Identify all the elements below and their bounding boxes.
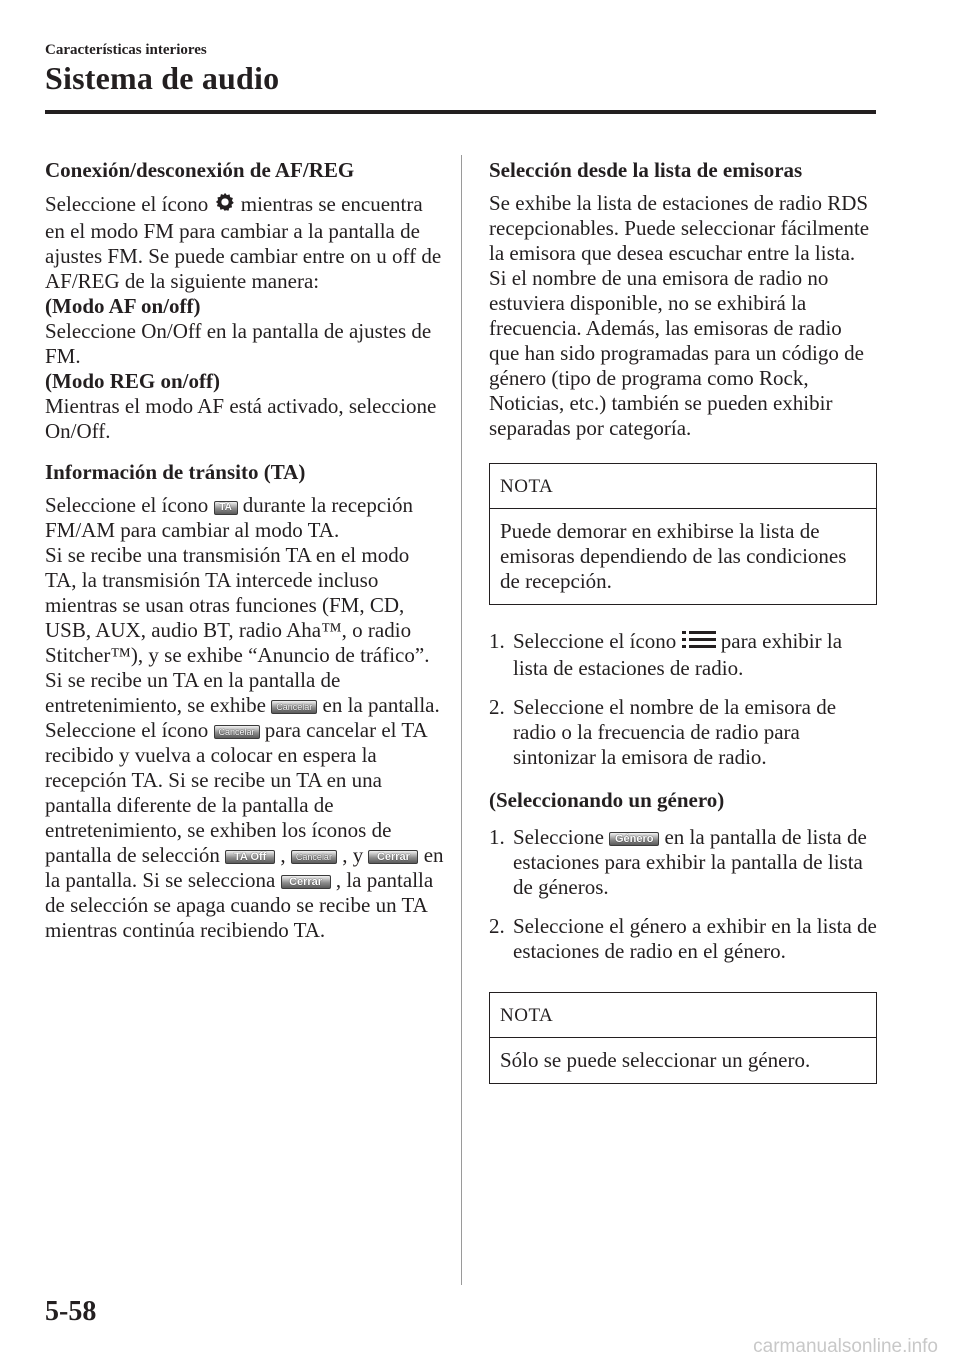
step-number: 1. (489, 629, 505, 653)
section-label: Características interiores (45, 42, 207, 58)
ta-button[interactable]: TA (214, 501, 238, 515)
text: durante la recepción FM/AM para cambiar al modo TA. (45, 493, 414, 542)
cancelar-button[interactable]: Cancelar (214, 725, 260, 739)
heading-af-reg: Conexión/desconexión de AF/REG (45, 158, 355, 182)
text: Seleccione (513, 825, 604, 849)
page-number: 5-58 (45, 1296, 97, 1327)
step-text: Seleccione el nombre de la emisora de radio o la frecuencia de radio para sintonizar la emisora de radio. (513, 695, 837, 769)
note-heading: NOTA (490, 993, 876, 1038)
step-text (513, 629, 877, 681)
paragraph-station-list: Se exhibe la lista de estaciones de radio RDS recepcionables. Puede seleccionar fácilmente la emisora que desea escuchar entre la lista. Si el nombre de una emisora de radio no estuviera disponible, no se exhibirá la frecuencia. Además, las emisoras de radio que han sido programadas para un código de género (tipo de programa como Rock, Noticias, etc.) también se pueden exhibir separadas por categoría. (489, 191, 870, 440)
cancelar-button[interactable]: Cancelar (271, 700, 317, 714)
note-body: Puede demorar en exhibirse la lista de emisoras dependiendo de las condiciones de recepción. (500, 519, 847, 593)
list-item (489, 629, 877, 681)
text: para cancelar el TA recibido y vuelva a colocar en espera la recepción TA. Si se recibe un TA en una pantalla diferente de la pantalla de entretenimiento, se exhiben los íconos de pantalla de selección (45, 718, 427, 867)
paragraph-ta-broadcast: Si se recibe una transmisión TA en el modo TA, la transmisión TA intercede incluso mientras se usan otras funciones (FM, CD, USB, AUX, audio BT, radio Aha™, o radio Stitcher™), y se exhibe “Anuncio de tráfico”. (45, 543, 430, 667)
cancelar-button[interactable]: Cancelar (291, 850, 337, 864)
list-item (489, 695, 877, 770)
text: Seleccione el ícono (513, 629, 677, 653)
step-text (513, 825, 877, 900)
step-text: Seleccione el género a exhibir en la lista de estaciones de radio en el género. (513, 914, 877, 963)
step-number: 2. (489, 695, 505, 719)
heading-station-list: Selección desde la lista de emisoras (489, 158, 803, 182)
af-mode-title: (Modo AF on/off) (45, 294, 201, 318)
note-box (489, 463, 877, 605)
note-body: Sólo se puede seleccionar un género. (500, 1048, 811, 1072)
step-number: 1. (489, 825, 505, 849)
header-rule (45, 110, 876, 114)
reg-mode-text: Mientras el modo AF está activado, seleccione On/Off. (45, 394, 437, 443)
paragraph-ta-screen (45, 668, 445, 943)
list-item (489, 825, 877, 900)
paragraph-ta-intro (45, 493, 445, 543)
left-column (45, 158, 445, 943)
list-icon[interactable] (682, 630, 716, 656)
page-title: Sistema de audio (45, 60, 280, 96)
right-column (489, 158, 877, 1108)
ta-off-button[interactable]: TA Off (225, 850, 275, 864)
list-item (489, 914, 877, 964)
text: en la pantalla. Si se selecciona (45, 843, 444, 892)
note-heading: NOTA (490, 464, 876, 509)
text: para exhibir la lista de estaciones de radio. (513, 629, 843, 680)
text: Si se recibe un TA en la pantalla de entretenimiento, se exhibe (45, 668, 341, 717)
text: Seleccione el ícono (45, 493, 209, 517)
note-box (489, 992, 877, 1084)
column-divider (461, 155, 462, 1285)
genero-button[interactable]: Género (609, 832, 659, 846)
af-mode-text: Seleccione On/Off en la pantalla de ajustes de FM. (45, 319, 432, 368)
reg-mode-title: (Modo REG on/off) (45, 369, 220, 393)
text: mientras se encuentra en el modo FM para cambiar a la pantalla de ajustes FM. Se puede cambiar entre on u off de AF/REG de la siguiente manera: (45, 192, 442, 293)
watermark: carmanualsonline.info (753, 1336, 938, 1357)
gear-icon (214, 191, 236, 219)
text: Seleccione el ícono (45, 192, 209, 216)
genre-title: (Seleccionando un género) (489, 788, 725, 812)
cerrar-button[interactable]: Cerrar (281, 875, 331, 889)
paragraph-af-reg (45, 191, 445, 294)
step-number: 2. (489, 914, 505, 938)
text: en la pantalla. Seleccione el ícono (45, 693, 440, 742)
heading-ta: Información de tránsito (TA) (45, 460, 306, 484)
text: , y (342, 843, 364, 867)
text: , (280, 843, 286, 867)
cerrar-button[interactable]: Cerrar (368, 850, 418, 864)
text: en la pantalla de lista de estaciones para exhibir la pantalla de lista de géneros. (513, 825, 867, 899)
text: , la pantalla de selección se apaga cuando se recibe un TA mientras continúa recibiendo TA. (45, 868, 434, 942)
